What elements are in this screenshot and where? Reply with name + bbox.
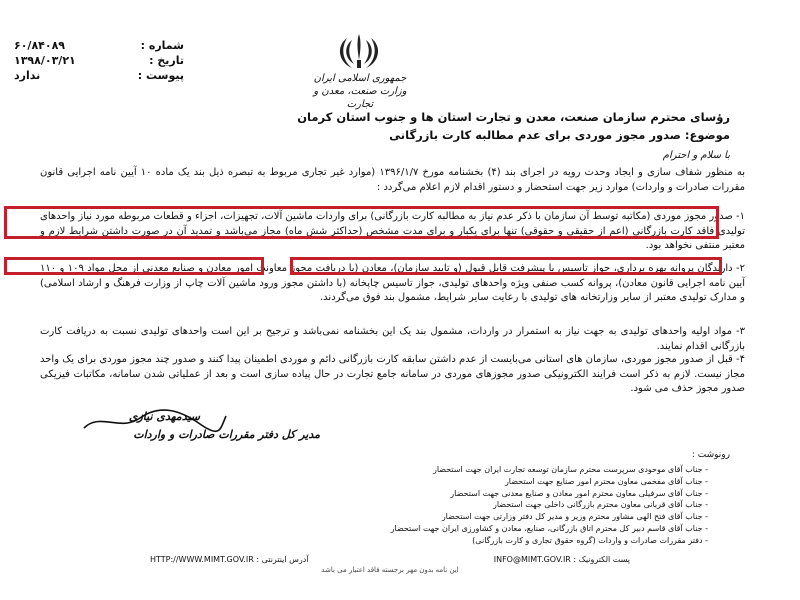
subject-line: موضوع: صدور مجوز موردی برای عدم مطالبه کارت بازرگانی	[389, 128, 730, 142]
meta-date-row	[14, 53, 184, 68]
letter-footer	[150, 554, 630, 576]
item-1-text: ۱- صدور مجوز موردی (مکاتبه توسط آن سازمان با ذکر عدم نیاز به مطالبه کارت بازرگانی) برای واردات ماشین آلات، تجهیزات، اجزاء و قطعات مربوطه مورد نیاز واحدهای تولیدی فاقد کارت بازرگانی (اعم از حقیقی و حقوقی) تنها برای یکبار و برای مدت مشخص (حداکثر شش ماه) مجاز می‌باشد و تمدید آن در صورت داشتن شرایط لازم و معتبر منتفی نخواهد بود.	[40, 211, 745, 251]
footer-website-group	[150, 554, 309, 565]
ministry-line-1: جمهوری اسلامی ایران	[313, 73, 407, 84]
item-3-text: ۳- مواد اولیه واحدهای تولیدی به جهت نیاز به استمرار در واردات، مشمول بند یک این بخشنامه نمی‌باشد و ترجیح بر این است واحدهای تولیدی نسبت به دریافت کارت بازرگانی اقدام نمایند.	[40, 326, 745, 352]
signatory-title: مدیر کل دفتر مقررات صادرات و واردات	[133, 428, 320, 441]
footer-validity-note: این نامه بدون مهر برجسته فاقد اعتبار می باشد	[321, 566, 459, 574]
meta-date-value: ۱۳۹۸/۰۳/۲۱	[14, 54, 76, 67]
meta-number-value: ۶۰/۸۴۰۸۹	[14, 39, 66, 52]
cc-entry: - جناب آقای قربانی معاون محترم بازرگانی داخلی جهت استحضار	[108, 499, 708, 511]
intro-paragraph	[40, 166, 745, 195]
letter-recipient-block	[90, 108, 730, 144]
item-4-text: ۴- قبل از صدور مجوز موردی، سازمان های استانی می‌بایست از عدم داشتن سابقه کارت بازرگانی دائم و موردی اطمینان پیدا کنند و صدور چند مجوز موردی برای یک واحد مجاز نیست. لازم به ذکر است فرایند الکترونیکی صدور مجوزهای موردی در سامانه جامع تجارت در حال پیاده سازی است و بعد از عملیاتی شدن سامانه، مکاتبات فیزیکی صدور مجوز حذف می شود.	[40, 354, 745, 394]
cc-entry: - جناب آقای قاسم دبیر کل محترم اتاق بازرگانی، صنایع، معادن و کشاورزی ایران جهت استحضار	[108, 523, 708, 535]
iran-emblem-icon	[330, 30, 388, 72]
cc-label: رونوشت :	[691, 450, 730, 460]
cc-entry: - دفتر مقررات صادرات و واردات (گروه حقوق تجاری و کارت بازرگانی)	[108, 535, 708, 547]
signatory-name: سیدمهدی نیازی	[128, 410, 200, 423]
ministry-line-2: وزارت صنعت، معدن و تجارت	[313, 86, 407, 110]
footer-website-link[interactable]: HTTP://WWW.MIMT.GOV.IR	[150, 555, 254, 564]
footer-email-group	[494, 554, 630, 565]
highlight-box-item-2-right	[290, 257, 722, 275]
meta-number-label: شماره :	[140, 39, 184, 52]
ministry-title	[300, 72, 420, 111]
meta-number-row	[14, 38, 184, 53]
recipient-line: رؤسای محترم سازمان صنعت، معدن و تجارت استان ها و جنوب استان کرمان	[297, 110, 730, 124]
meta-attachment-value: ندارد	[14, 69, 41, 82]
footer-contact-line	[150, 554, 630, 565]
salutation: با سلام و احترام	[662, 150, 730, 161]
item-4	[40, 353, 745, 397]
letter-meta	[14, 38, 184, 83]
footer-email-link[interactable]: INFO@MIMT.GOV.IR	[493, 555, 571, 564]
intro-text: به منظور شفاف سازی و ایجاد وحدت رویه در اجرای بند (۴) بخشنامه مورخ ۱۳۹۶/۱/۷ (موارد غیر تجاری مربوط به تبصره ذیل بند یک ماده ۱۰ آیین نامه اجرایی قانون مقررات صادرات و واردات) موارد زیر جهت استحضار و دستور اقدام لازم اعلام می‌گردد :	[40, 167, 746, 193]
cc-entry: - جناب آقای فتح الهی مشاور محترم وزیر و مدیر کل دفتر وزارتی جهت استحضار	[108, 511, 708, 523]
highlight-box-item-2-left	[4, 257, 264, 275]
cc-list	[108, 464, 708, 547]
cc-entry: - جناب آقای سرفیلی معاون محترم امور معادن و صنایع معدنی جهت استحضار	[108, 488, 708, 500]
meta-attachment-row	[14, 68, 184, 83]
cc-entry: - جناب آقای موحودی سرپرست محترم سازمان توسعه تجارت ایران جهت استحضار	[108, 464, 708, 476]
meta-date-label: تاریخ :	[149, 54, 184, 67]
item-2-text: ۲- دارندگان پروانه بهره برداری، جواز تاسیس با پیشرفت قابل قبول (و تایید سازمان)، معادن (با دریافت مجوز معاونت امور معادن و صنایع معدنی از محل مواد ۱۰۹ و ۱۱۰ آیین نامه اجرایی قانون معادن)، پروانه کسب صنفی ویژه واحدهای تولیدی، جواز تاسیس چاپخانه (با داشتن مجوز ورود ماشین آلات چاپ از وزارت فرهنگ و ارشاد اسلامی) و مدارک تولیدی معتبر از سایر وزارتخانه های تولیدی با رعایت سایر شرایط، مشمول بند فوق می‌گردند.	[40, 263, 746, 303]
meta-attachment-label: پیوست :	[137, 69, 184, 82]
highlight-box-item-1	[4, 206, 719, 239]
footer-website-label: آدرس اینترنتی :	[256, 555, 309, 564]
item-3	[40, 325, 745, 354]
cc-entry: - جناب آقای مفخمی معاون محترم امور صنایع جهت استحضار	[108, 476, 708, 488]
footer-email-label: پست الکترونیک :	[573, 555, 630, 564]
